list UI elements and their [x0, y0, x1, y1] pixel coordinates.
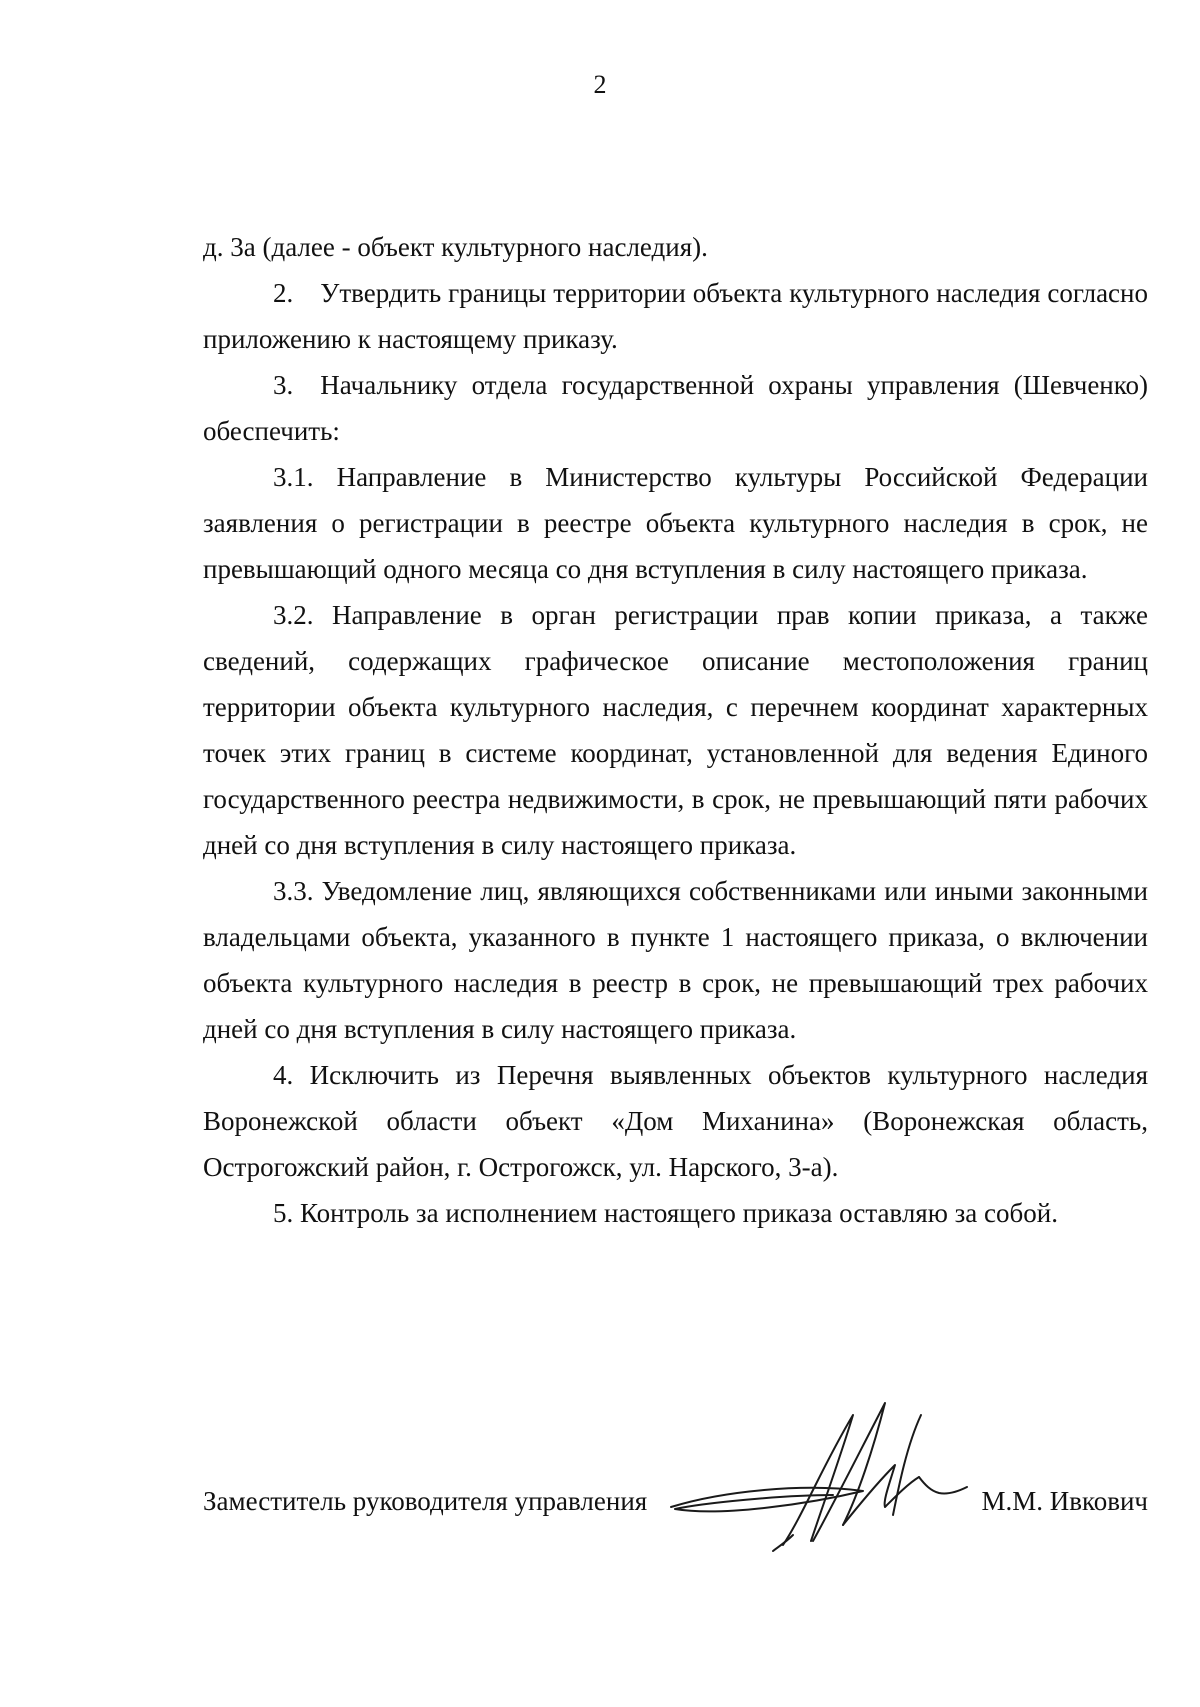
paragraph-item-3-2: 3.2. Направление в орган регистрации прав копии приказа, а также сведений, содержащих графическое описание местоположения границ территории объекта культурного наследия, с перечнем координат характерных точек этих границ в системе координат, установленной для ведения Единого государственного реестра недвижимости, в срок, не превышающий пяти рабочих дней со дня вступления в силу настоящего приказа. [203, 600, 1148, 860]
signatory-name: М.М. Ивкович [981, 1486, 1148, 1516]
page-number: 2 [593, 70, 607, 99]
paragraph-item-2: 2. Утвердить границы территории объекта культурного наследия согласно приложению к настоящему приказу. [203, 278, 1148, 354]
signature-block [203, 1395, 1148, 1565]
paragraph-item-3-3: 3.3. Уведомление лиц, являющихся собственниками или иными законными владельцами объекта, указанного в пункте 1 настоящего приказа, о включении объекта культурного наследия в реестр в срок, не превышающий трех рабочих дней со дня вступления в силу настоящего приказа. [203, 876, 1148, 1044]
paragraph-item-4: 4. Исключить из Перечня выявленных объектов культурного наследия Воронежской области объект «Дом Миханина» (Воронежская область, Острогожский район, г. Острогожск, ул. Нарского, 3-а). [203, 1060, 1148, 1182]
document-body [203, 224, 1148, 1236]
paragraph-item-3-1: 3.1. Направление в Министерство культуры Российской Федерации заявления о регистрации в реестре объекта культурного наследия в срок, не превышающий одного месяца со дня вступления в силу настоящего приказа. [203, 462, 1148, 584]
signatory-position: Заместитель руководителя управления [203, 1486, 648, 1516]
paragraph-item-5: 5. Контроль за исполнением настоящего приказа оставляю за собой. [273, 1198, 1058, 1228]
paragraph-item-3: 3. Начальнику отдела государственной охраны управления (Шевченко) обеспечить: [203, 370, 1148, 446]
handwritten-signature-icon [663, 1395, 973, 1565]
paragraph-continuation: д. 3а (далее - объект культурного наследия). [203, 232, 708, 262]
